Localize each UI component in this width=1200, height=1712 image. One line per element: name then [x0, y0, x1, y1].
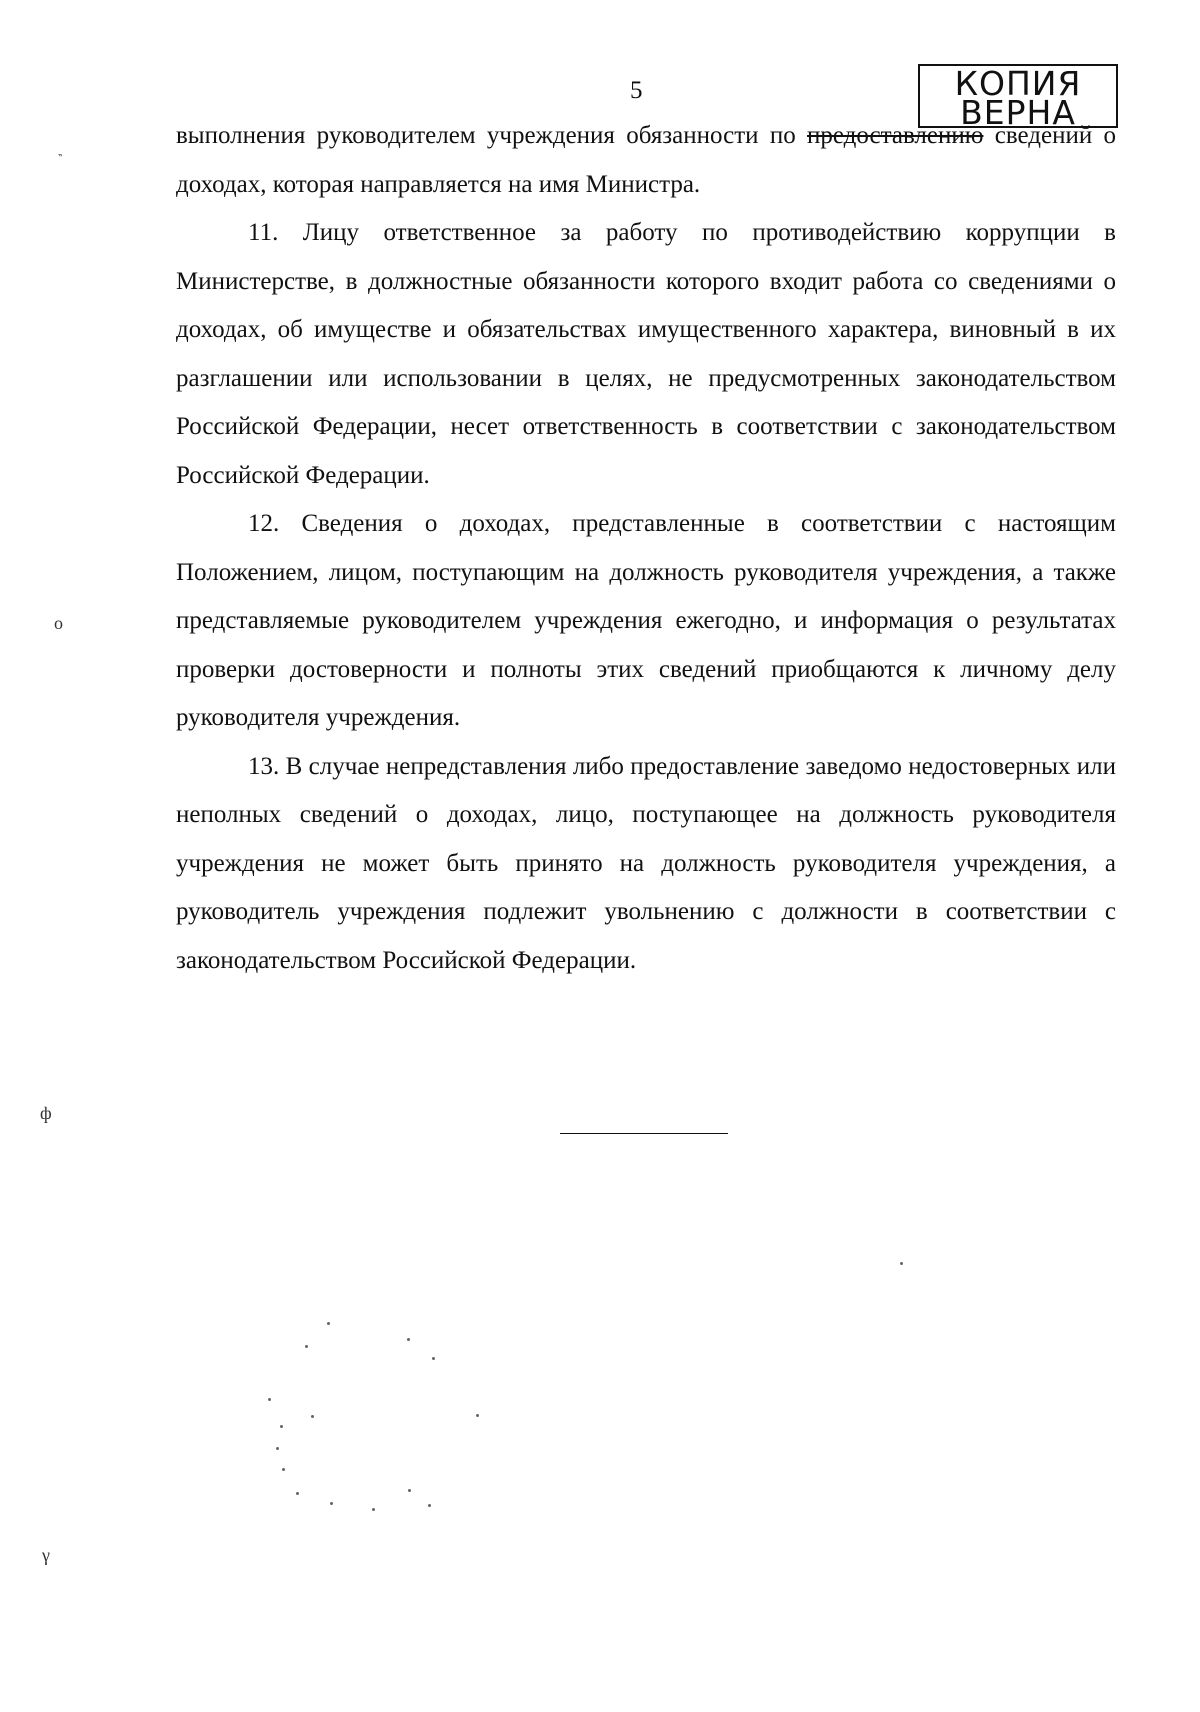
- struck-word: предоставлению: [807, 122, 984, 149]
- paragraph-11: 11. Лицу ответственное за работу по противодействию коррупции в Министерстве, в должностные обязанности которого входит работа со сведениями о доходах, об имуществе и обязательствах имущественного характера, виновный в их разглашении или использовании в целях, не предусмотренных законодательством Российской Федерации, несет ответственность в соответствии с законодательством Российской Федерации.: [176, 219, 1116, 489]
- stamp-line-1: КОПИЯ: [954, 64, 1082, 103]
- scan-speck: ф: [40, 1103, 52, 1123]
- scan-speck: ‶: [58, 152, 63, 166]
- paragraph-continuation: [176, 112, 1116, 209]
- page-number: 5: [630, 77, 643, 104]
- scan-speck: о: [54, 613, 63, 633]
- end-divider-line: [560, 1133, 728, 1134]
- scan-speck: γ: [42, 1545, 50, 1565]
- paragraph-12: 12. Сведения о доходах, представленные в соответствии с настоящим Положением, лицом, поступающим на должность руководителя учреждения, а также представляемые руководителем учреждения ежегодно, и информация о результатах проверки достоверности и полноты этих сведений приобщаются к личному делу руководителя учреждения.: [176, 510, 1116, 731]
- paragraph-13: 13. В случае непредставления либо предоставление заведомо недостоверных или неполных сведений о доходах, лицо, поступающее на должность руководителя учреждения не может быть принято на должность руководителя учреждения, а руководитель учреждения подлежит увольнению с должности в соответствии с законодательством Российской Федерации.: [176, 752, 1116, 974]
- paragraph-continuation-tail: сведений о доходах, которая направляется на имя Министра.: [176, 122, 1116, 198]
- document-body: [176, 112, 1116, 985]
- stamp-line-2: ВЕРНА: [960, 93, 1076, 128]
- paragraph-continuation-lead: выполнения руководителем учреждения обязанности по: [176, 122, 808, 149]
